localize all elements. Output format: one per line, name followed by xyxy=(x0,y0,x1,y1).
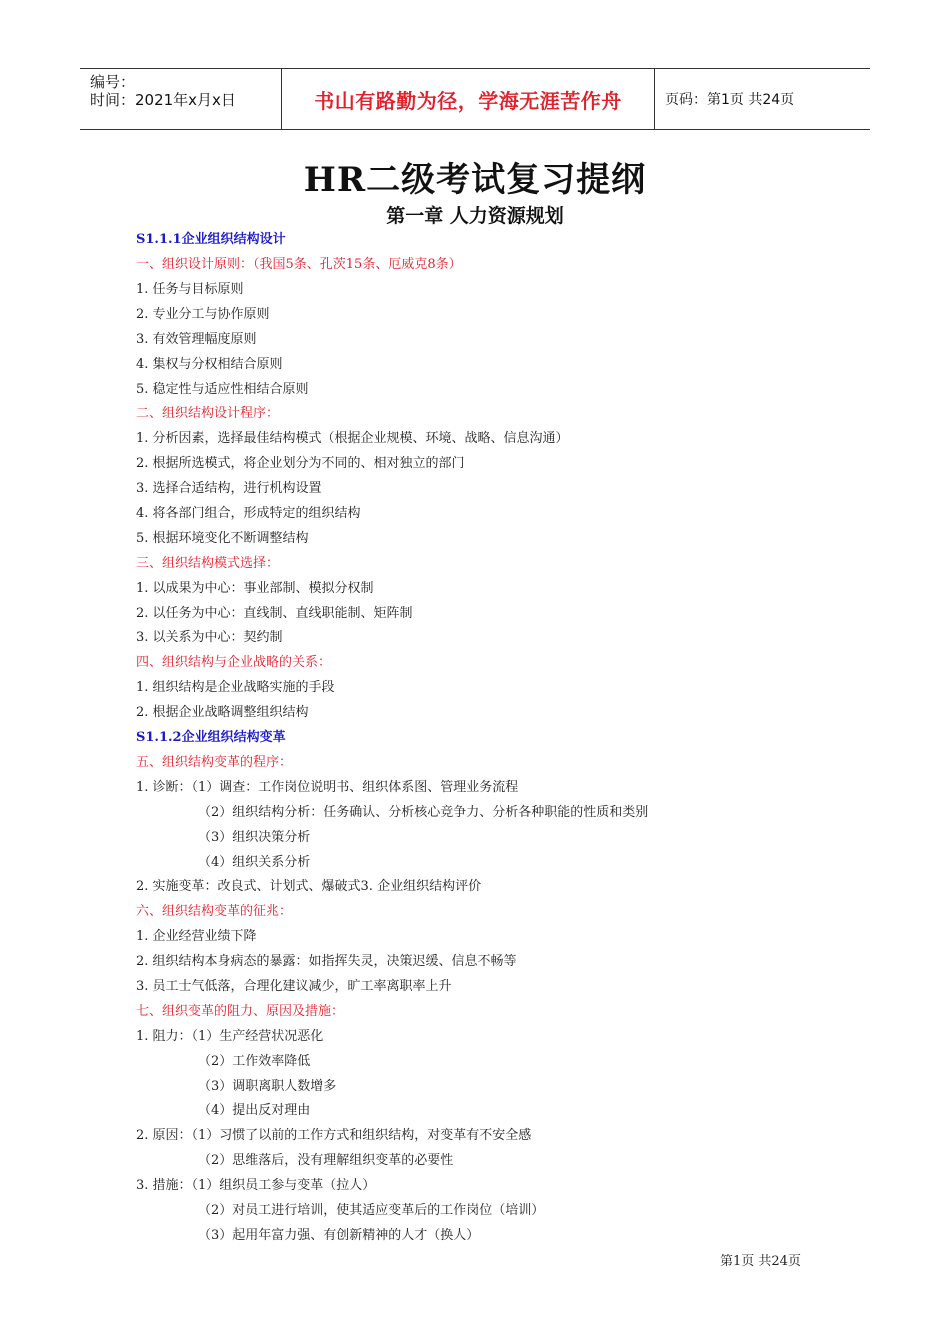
topic-heading: 五、组织结构变革的程序： xyxy=(136,755,293,770)
list-item: 5. 根据环境变化不断调整结构 xyxy=(136,531,309,546)
topic-heading: 七、组织变革的阻力、原因及措施： xyxy=(136,1004,345,1019)
list-subitem: （2）对员工进行培训，使其适应变革后的工作岗位（培训） xyxy=(198,1203,545,1218)
list-item: 1. 任务与目标原则 xyxy=(136,282,244,297)
list-subitem: （2）思维落后，没有理解组织变革的必要性 xyxy=(198,1153,454,1168)
list-subitem: （3）调职离职人数增多 xyxy=(198,1079,337,1094)
header-left-cell xyxy=(80,69,281,129)
topic-heading: 一、组织设计原则：（我国5条、孔茨15条、厄威克8条） xyxy=(136,257,462,272)
list-subitem: （2）组织结构分析：任务确认、分析核心竞争力、分析各种职能的性质和类别 xyxy=(198,805,649,820)
list-item: 2. 以任务为中心：直线制、直线职能制、矩阵制 xyxy=(136,606,413,621)
list-item: 3. 选择合适结构，进行机构设置 xyxy=(136,481,322,496)
list-subitem: （3）起用年富力强、有创新精神的人才（换人） xyxy=(198,1228,480,1243)
topic-heading: 四、组织结构与企业战略的关系： xyxy=(136,655,332,670)
document-title: HR二级考试复习提纲 xyxy=(303,160,647,200)
section-heading: S1.1.1企业组织结构设计 xyxy=(136,232,286,247)
list-item: 5. 稳定性与适应性相结合原则 xyxy=(136,382,309,397)
list-item: 4. 集权与分权相结合原则 xyxy=(136,357,283,372)
header-motto: 书山有路勤为径，学海无涯苦作舟 xyxy=(314,88,622,113)
header-table xyxy=(80,68,870,130)
list-item: 2. 根据所选模式，将企业划分为不同的、相对独立的部门 xyxy=(136,456,465,471)
list-item: 1. 诊断：（1）调查：工作岗位说明书、组织体系图、管理业务流程 xyxy=(136,780,519,795)
header-page-cell xyxy=(655,69,870,129)
list-item: 1. 组织结构是企业战略实施的手段 xyxy=(136,680,335,695)
list-subitem: （4）提出反对理由 xyxy=(198,1103,311,1118)
list-subitem: （4）组织关系分析 xyxy=(198,855,311,870)
list-item: 1. 分析因素，选择最佳结构模式（根据企业规模、环境、战略、信息沟通） xyxy=(136,431,569,446)
page-footer: 第1页 共24页 xyxy=(720,1254,801,1269)
list-subitem: （2）工作效率降低 xyxy=(198,1054,311,1069)
header-motto-cell xyxy=(281,69,655,129)
document-number-label: 编号： xyxy=(90,73,136,91)
list-subitem: （3）组织决策分析 xyxy=(198,830,311,845)
chapter-title: 第一章 人力资源规划 xyxy=(386,205,564,227)
list-item: 4. 将各部门组合，形成特定的组织结构 xyxy=(136,506,361,521)
list-item: 2. 原因：（1）习惯了以前的工作方式和组织结构，对变革有不安全感 xyxy=(136,1128,532,1143)
list-item: 3. 有效管理幅度原则 xyxy=(136,332,257,347)
list-item: 1. 企业经营业绩下降 xyxy=(136,929,257,944)
topic-heading: 六、组织结构变革的征兆： xyxy=(136,904,293,919)
list-item: 2. 根据企业战略调整组织结构 xyxy=(136,705,309,720)
list-item: 2. 组织结构本身病态的暴露：如指挥失灵，决策迟缓、信息不畅等 xyxy=(136,954,517,969)
document-time-label: 时间：2021年x月x日 xyxy=(90,91,236,109)
list-item: 3. 员工士气低落，合理化建议减少，旷工率离职率上升 xyxy=(136,979,452,994)
list-item: 3. 措施：（1）组织员工参与变革（拉人） xyxy=(136,1178,376,1193)
section-heading: S1.1.2企业组织结构变革 xyxy=(136,730,286,745)
list-item: 1. 以成果为中心：事业部制、模拟分权制 xyxy=(136,581,374,596)
topic-heading: 三、组织结构模式选择： xyxy=(136,556,280,571)
list-item: 1. 阻力：（1）生产经营状况恶化 xyxy=(136,1029,324,1044)
list-item: 2. 实施变革：改良式、计划式、爆破式3. 企业组织结构评价 xyxy=(136,879,482,894)
topic-heading: 二、组织结构设计程序： xyxy=(136,406,280,421)
header-page-info: 页码：第1页 共24页 xyxy=(665,92,795,108)
list-item: 2. 专业分工与协作原则 xyxy=(136,307,270,322)
list-item: 3. 以关系为中心：契约制 xyxy=(136,630,283,645)
